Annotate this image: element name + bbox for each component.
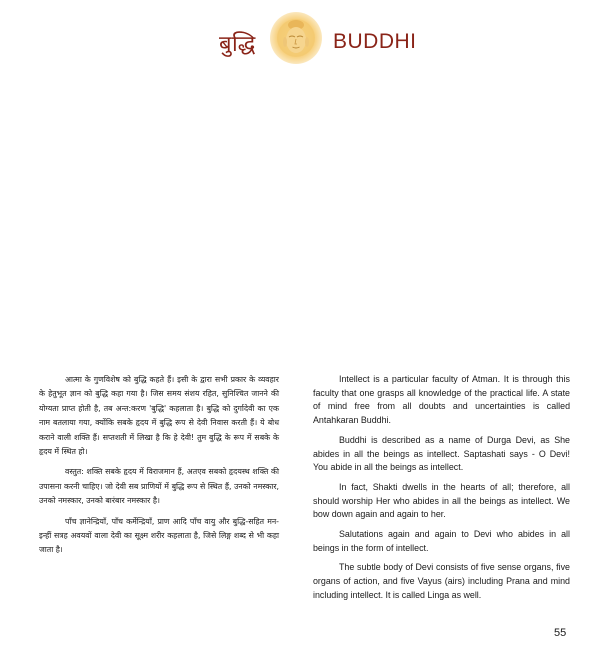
hindi-paragraph: आत्मा के गुणविशेष को बुद्धि कहते हैं। इसी के द्वारा सभी प्रकार के व्यवहार के हेतुभूत ज्ञान को बुद्धि कहा गया है। जिस समय संशय रहित, सुनिश्चित जानने की योग्यता प्राप्त होती है, तब अन्त:करण 'बुद्धि' कहलाता है। बुद्धि को दुर्गादेवी का एक नाम बतलाया गया, क्योंकि सबके हृदय में बुद्धि रूप से देवी निवास करती हैं। ये बोध कराने वाली शक्ति हैं। सप्तशती में लिखा है कि हे देवी! तुम बुद्धि के रूप में सबके के हृदय में स्थित हो।	[39, 375, 279, 457]
english-paragraph: The subtle body of Devi consists of five sense organs, five organs of action, and five Vayus (airs) including Prana and mind including intellect. It is called Linga as well.	[313, 562, 570, 600]
english-paragraph: Salutations again and again to Devi who abides in all beings in the form of intellect.	[313, 529, 570, 553]
english-text-column	[313, 373, 570, 609]
english-paragraph: In fact, Shakti dwells in the hearts of all; therefore, all should worship Her who abides in all the beings as intellect. We bow down again and again to her.	[313, 481, 570, 520]
hindi-title: बुद्धि	[219, 32, 256, 57]
buddha-face-icon	[269, 11, 323, 65]
english-title: BUDDHI	[333, 30, 417, 53]
hindi-paragraph: पाँच ज्ञानेन्द्रियाँ, पाँच कर्मेन्द्रियाँ, प्राण आदि पाँच वायु और बुद्धि-सहित मन-इन्हीं सत्रह अवयवों वाला देवी का सूक्ष्म शरीर कहलाता है, जिसे लिङ्ग शब्द से भी कहा जाता है।	[39, 516, 279, 555]
hindi-paragraph: वस्तुत: शक्ति सबके हृदय में विराजमान हैं, अतएव सबको हृदयस्थ शक्ति की उपासना करनी चाहिए। जो देवी सब प्राणियों में बुद्धि रूप से स्थित हैं, उनको नमस्कार, उनको नमस्कार, उनको बारंबार नमस्कार है।	[39, 467, 279, 506]
english-paragraph: Intellect is a particular faculty of Atman. It is through this faculty that one grasps all knowledge of the practical life. A state of mind free from all doubts and uncertainties is called Antahkaran Buddhi.	[313, 374, 570, 426]
hindi-text-column	[39, 373, 279, 564]
page-header	[0, 8, 600, 88]
page-number: 55	[554, 627, 567, 639]
english-paragraph: Buddhi is described as a name of Durga Devi, as She abides in all the beings as intellect. Saptashati says - O Devi! You abide in all the beings as intellect.	[313, 434, 570, 473]
